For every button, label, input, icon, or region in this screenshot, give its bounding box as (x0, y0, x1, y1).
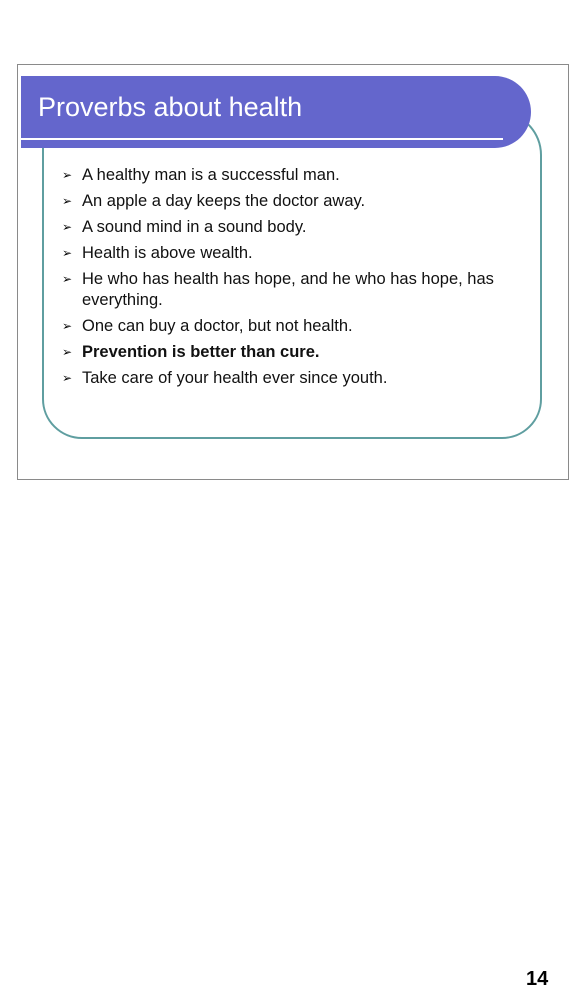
proverb-item (62, 243, 512, 264)
proverb-text: Take care of your health ever since youth. (82, 369, 388, 387)
proverb-text: Health is above wealth. (82, 244, 253, 262)
proverb-text: He who has health has hope, and he who has hope, has everything. (82, 270, 494, 309)
proverb-item (62, 191, 512, 212)
arrow-bullet-icon: ➢ (62, 272, 73, 286)
proverb-item (62, 165, 512, 186)
proverb-text: An apple a day keeps the doctor away. (82, 192, 366, 210)
arrow-bullet-icon: ➢ (62, 194, 73, 208)
proverb-item (62, 368, 512, 389)
title-bar (21, 76, 531, 148)
slide-frame (17, 64, 569, 480)
proverb-item (62, 316, 512, 337)
arrow-bullet-icon: ➢ (62, 345, 73, 359)
proverb-item (62, 217, 512, 238)
page-number: 14 (526, 968, 549, 990)
slide-title: Proverbs about health (38, 92, 303, 122)
proverb-item-highlighted (62, 342, 512, 363)
arrow-bullet-icon: ➢ (62, 168, 73, 182)
arrow-bullet-icon: ➢ (62, 319, 73, 333)
arrow-bullet-icon: ➢ (62, 246, 73, 260)
arrow-bullet-icon: ➢ (62, 220, 73, 234)
proverb-text: A sound mind in a sound body. (82, 218, 307, 236)
title-underline (21, 138, 503, 140)
proverb-text: A healthy man is a successful man. (82, 166, 340, 184)
proverb-item (62, 269, 512, 311)
proverb-text: One can buy a doctor, but not health. (82, 317, 353, 335)
arrow-bullet-icon: ➢ (62, 371, 73, 385)
proverb-list (62, 165, 512, 394)
proverb-text: Prevention is better than cure. (82, 343, 320, 361)
